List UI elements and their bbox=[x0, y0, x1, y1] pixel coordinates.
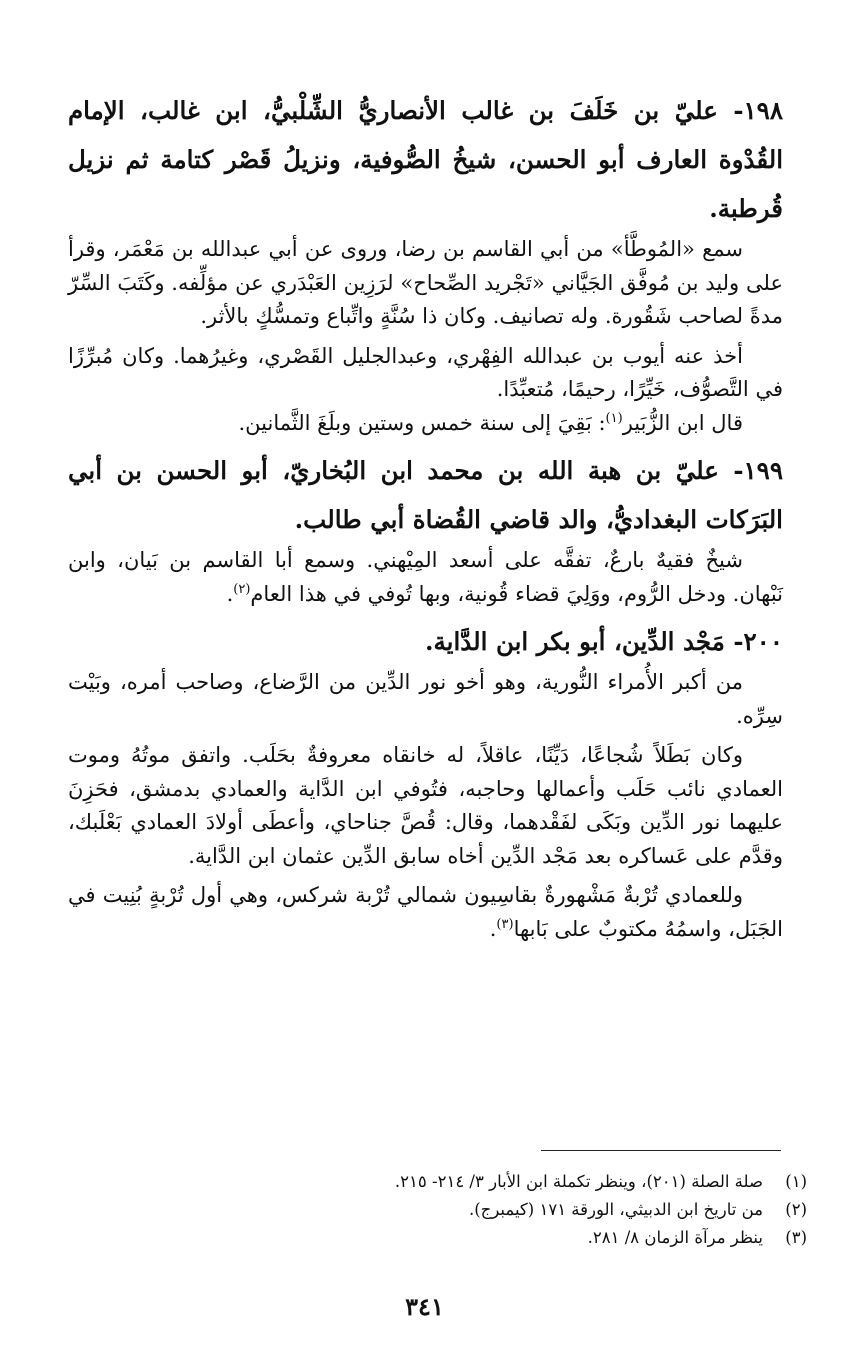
footnote-3 bbox=[80, 1224, 807, 1252]
footnote-number: (٣) bbox=[785, 1228, 807, 1247]
footnote-ref-1: (١) bbox=[605, 410, 623, 426]
entry-200-text: وللعمادي تُرْبةٌ مَشْهورةٌ بقاسِيون شمالي تُرْبة شركس، وهي أول تُرْبةٍ بُنِيت في الجَبَل، واسمُهُ مكتوبٌ على بَابها bbox=[68, 883, 783, 941]
page-number: ٣٤١ bbox=[405, 1292, 444, 1321]
footnote-ref-3: (٣) bbox=[496, 916, 514, 932]
entry-199-paragraph bbox=[68, 544, 783, 611]
footnote-number: (١) bbox=[785, 1172, 807, 1191]
entry-200-paragraph-3 bbox=[68, 879, 783, 946]
footnote-ref-2: (٢) bbox=[233, 581, 251, 597]
footnote-text: ينظر مرآة الزمان ٨/ ٢٨١. bbox=[587, 1228, 763, 1247]
footnote-1 bbox=[80, 1168, 807, 1196]
entry-198-quote bbox=[68, 407, 783, 441]
footnote-number: (٢) bbox=[785, 1200, 807, 1219]
footnote-divider bbox=[541, 1150, 781, 1151]
entry-198-paragraph-1: سمع «المُوطَّأ» من أبي القاسم بن رضا، وروى عن أبي عبدالله بن مَعْمَر، وقرأ على وليد بن مُوفَّق الجَيَّاني «تَجْريد الصِّحاح» لرَزِين العَبْدَري عن مؤلِّفه. وكَتَبَ السِّرّ مدةً لصاحب شَقُورة. وله تصانيف. وكان ذا سُنَّةٍ واتِّباع وتمسُّكٍ بالأثر. bbox=[68, 237, 783, 328]
entry-200-text-end: . bbox=[489, 916, 497, 941]
footnotes bbox=[80, 1168, 807, 1252]
footnote-2 bbox=[80, 1196, 807, 1224]
entry-heading-198: ١٩٨- عليّ بن خَلَفَ بن غالب الأنصاريُّ الشِّلْبيُّ، ابن غالب، الإمام القُدْوة العارف أبو الحسن، شيخُ الصُّوفية، ونزيلُ قَصْر كتامة ثم نزيل قُرطبة. bbox=[68, 96, 783, 223]
entry-heading-200: ٢٠٠- مَجْد الدِّين، أبو بكر ابن الدَّاية. bbox=[425, 627, 783, 656]
entry-heading-199: ١٩٩- عليّ بن هبة الله بن محمد ابن البُخاريّ، أبو الحسن بن أبي البَرَكات البغداديُّ، والد قاضي القُضاة أبي طالب. bbox=[68, 456, 783, 534]
entry-200-paragraph-2: وكان بَطَلاً شُجاعًا، دَيِّنًا، عاقلاً، له خانقاه معروفةٌ بحَلَب. واتفق موتُهُ وموت العمادي نائب حَلَب وأعمالها وحاجبه، فتُوفي ابن الدَّاية والعمادي بدمشق، فحَزِنَ عليهما نور الدِّين وبَكَى لفَقْدهما، وقال: قُصَّ جناحاي، وأعطَى أولادَ العمادي بَعْلَبك، وقدَّم على عَساكره بعد مَجْد الدِّين أخاه سابق الدِّين عثمان ابن الدَّاية. bbox=[68, 743, 783, 868]
entry-199-text-end: . bbox=[226, 581, 234, 606]
entry-200-paragraph-1: من أكبر الأُمراء النُّورية، وهو أخو نور الدِّين من الرَّضاع، وصاحب أمره، وبَيْت سِرِّه. bbox=[68, 670, 783, 728]
main-text bbox=[68, 86, 783, 952]
quote-text: قال ابن الزُّبَير bbox=[622, 410, 743, 435]
quote-text-end: : بَقِيَ إلى سنة خمس وستين وبلَغَ الثَّمانين. bbox=[238, 410, 606, 435]
footnote-text: صلة الصلة (٢٠١)، وينظر تكملة ابن الأبار ٣/ ٢١٤- ٢١٥. bbox=[394, 1172, 763, 1191]
entry-198-paragraph-2: أخذ عنه أيوب بن عبدالله الفِهْري، وعبدالجليل القَصْري، وغيرُهما. وكان مُبرِّزًا في التَّصوُّف، خَيِّرًا، رحيمًا، مُتعبِّدًا. bbox=[68, 343, 783, 401]
entry-199-text: شيخٌ فقيهٌ بارعٌ، تفقَّه على أسعد المِيْهني. وسمع أبا القاسم بن بَيان، وابن نَبْهان. ودخل الرُّوم، ووَلِيَ قضاء قُونية، وبها تُوفي في هذا العام bbox=[68, 548, 783, 606]
footnote-text: من تاريخ ابن الدبيثي، الورقة ١٧١ (كيمبرج). bbox=[468, 1200, 763, 1219]
